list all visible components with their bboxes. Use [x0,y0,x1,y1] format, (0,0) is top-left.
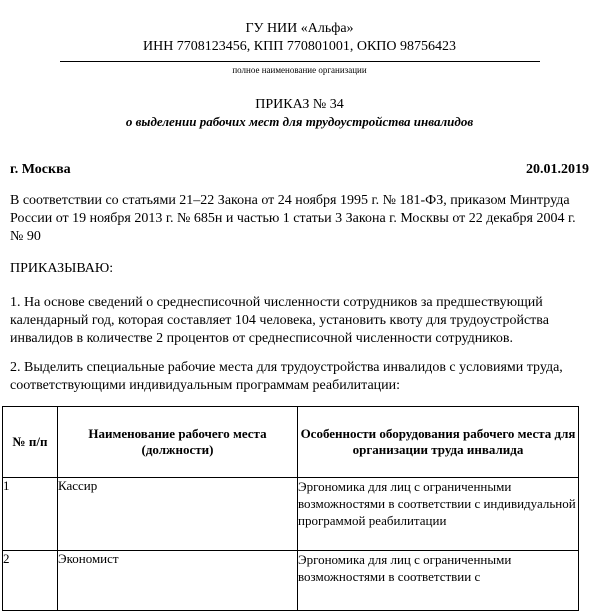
organization-name: ГУ НИИ «Альфа» [245,21,354,36]
organization-identifiers: ИНН 7708123456, КПП 770801001, ОКПО 98756423 [142,39,457,54]
organization-caption: полное наименование организации [232,65,367,75]
item-1-paragraph: 1. На основе сведений о среднесписочной численности сотрудников за предшествующий календарный год, которая составляет 104 человека, установить квоту для трудоустройства инвалидов в количестве 2 процентов от среднесписочной численности сотрудников. [10,295,549,346]
item-2-paragraph: 2. Выделить специальные рабочие места для трудоустройства инвалидов с условиями труда, соответствующими индивидуальным программам реабилитации: [10,360,563,393]
workplaces-table [2,406,579,611]
table-header-row [3,407,579,478]
order-date: 20.01.2019 [526,162,589,177]
header-position: Наименование рабочего места (должности) [58,407,298,478]
table-row [3,478,579,551]
header-number: № п/п [3,407,58,478]
row-features: Эргономика для лиц с ограниченными возможностями в соответствии с [298,551,579,611]
row-position: Кассир [58,478,298,551]
order-city: г. Москва [10,162,71,177]
header-features: Особенности оборудования рабочего места для организации труда инвалида [298,407,579,478]
row-features: Эргономика для лиц с ограниченными возможностями в соответствии с индивидуальной программой реабилитации [298,478,579,551]
order-word: ПРИКАЗЫВАЮ: [10,261,114,276]
preamble-paragraph: В соответствии со статьями 21–22 Закона от 24 ноября 1995 г. № 181-ФЗ, приказом Минтруда России от 19 ноября 2013 г. № 685н и частью 1 статьи 3 Закона г. Москвы от 22 декабря 2004 г. № 90 [10,193,576,244]
table-row [3,551,579,611]
order-subject: о выделении рабочих мест для трудоустройства инвалидов [125,114,474,129]
row-position: Экономист [58,551,298,611]
row-number: 2 [3,551,58,611]
row-number: 1 [3,478,58,551]
order-title: ПРИКАЗ № 34 [255,97,344,112]
organization-underline [60,61,540,62]
